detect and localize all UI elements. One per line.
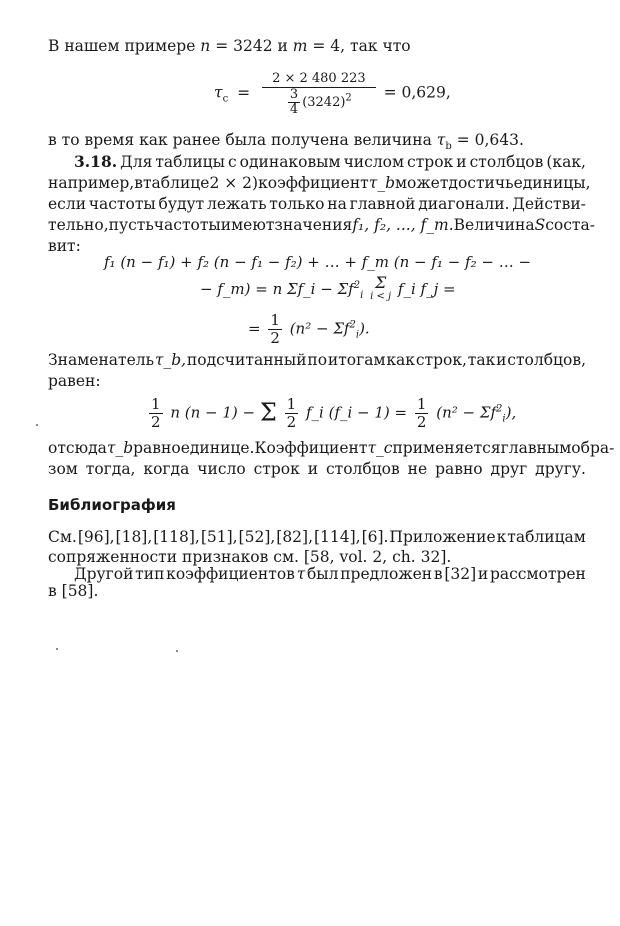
word: τ_b (106, 439, 134, 457)
sum-under-group: Σ i < j (370, 273, 392, 302)
word: тип (135, 565, 165, 583)
para-318-line-1 (74, 152, 586, 172)
word: и (456, 153, 467, 171)
fraction-numerator: 2 × 2 480 223 (262, 70, 376, 88)
eq-fragment: − f_m) = n Σf_i − Σf (200, 280, 354, 298)
word: предложен (340, 565, 433, 583)
word: таблицы (155, 153, 225, 171)
text-fragment: в то время как ранее была получена величина (48, 131, 437, 149)
word: одинаковым (239, 153, 341, 171)
word: подсчитанный (186, 351, 307, 369)
tau-b-line (48, 130, 586, 153)
word: итогам (327, 351, 386, 369)
fraction-denominator: 2 (151, 413, 161, 431)
exponent: 2 (345, 92, 352, 104)
word: может (395, 174, 449, 192)
inner-denominator: 4 (289, 102, 299, 117)
word: если (48, 195, 87, 213)
word: например, (48, 174, 135, 192)
bibliography-p1-line-1 (48, 527, 586, 547)
equation-tau-c: $\tau_c$ = 2 × 2 480 223 $\frac{3}{4}$ $(3242)^2$ = 0,629, (214, 71, 451, 117)
word: пусть (108, 216, 154, 234)
word: только (269, 195, 325, 213)
equation-S-row-1: f₁ (n − f₁) + f₂ (n − f₁ − f₂) + … + f_m (n − f₁ − f₂ − … − (104, 253, 532, 271)
word: тельно, (48, 216, 109, 234)
equation-S-row-3 (248, 312, 370, 347)
para-denom-line-2: равен: (48, 372, 101, 390)
word: был (306, 565, 339, 583)
word: τ_b, (154, 351, 187, 369)
word: единице. (180, 439, 255, 457)
word: таблицам (507, 528, 586, 546)
word: Коэффициент (254, 439, 368, 457)
para-318-line-4 (48, 215, 595, 235)
eq-fragment: (n² − Σf (436, 403, 497, 422)
word: другу. (535, 460, 586, 478)
fraction-denominator: 2 (416, 413, 427, 431)
word: как (386, 351, 415, 369)
para-denom-line-1 (48, 350, 586, 370)
text-fragment: В нашем примере (48, 37, 201, 55)
word: коэффициент (258, 174, 369, 192)
intro-line (48, 36, 586, 56)
word: [96], (77, 528, 115, 546)
word: [52], (238, 528, 276, 546)
word: S (534, 216, 546, 234)
text-fragment: = 3242 и (210, 37, 293, 55)
subscript: c (222, 93, 229, 105)
eq-fragment: f_i (f_i − 1) = (305, 403, 408, 422)
subscript: i (360, 290, 364, 301)
word: отсюда (48, 439, 107, 457)
scan-speck (36, 424, 38, 426)
word: частоты (153, 216, 221, 234)
denominator-rest: (3242) (302, 95, 346, 110)
word: 2 × 2) (209, 174, 259, 192)
eq-fragment: ), (505, 403, 517, 422)
word: f₁, f₂, ..., f_m. (352, 216, 454, 234)
scan-speck (176, 650, 178, 652)
word: когда (143, 460, 190, 478)
word: τ_b (368, 174, 395, 192)
word: в (433, 565, 443, 583)
word: применяется (392, 439, 501, 457)
para-end-line-1 (48, 438, 615, 458)
word: коэффициентов (166, 565, 295, 583)
word: имеют (220, 216, 275, 234)
word: друг (490, 460, 528, 478)
word: диагонали. (418, 195, 510, 213)
tau-symbol: τ (214, 83, 223, 102)
word: по (307, 351, 328, 369)
word: рассмотрен (489, 565, 586, 583)
eq-fragment: n (n − 1) − (170, 403, 256, 422)
word: Действи- (512, 195, 586, 213)
text-fragment: = 0,643. (451, 131, 524, 149)
word: [118], (153, 528, 200, 546)
eq-fragment: ). (359, 319, 370, 338)
word: частоты (88, 195, 156, 213)
word: к (496, 528, 507, 546)
word: [82], (276, 528, 314, 546)
word: столбцов (325, 460, 400, 478)
word: Знаменатель (48, 351, 155, 369)
exponent: 2 (353, 280, 361, 291)
bibliography-heading: Библиография (48, 496, 176, 514)
word: соста- (545, 216, 595, 234)
word: [32] (444, 565, 477, 583)
para-318-line-5: вит: (48, 237, 81, 255)
fraction-denominator (284, 88, 354, 117)
var-m: m (292, 37, 308, 55)
word: строк (407, 153, 454, 171)
word: обра- (571, 439, 615, 457)
para-end-line-2 (48, 459, 586, 479)
bibliography-p2-line-2: в [58]. (48, 582, 99, 600)
eq-fragment: = (248, 319, 261, 338)
word: единицы, (513, 174, 591, 192)
inner-fraction (288, 88, 300, 117)
word: и (496, 351, 507, 369)
word: См. (48, 528, 77, 546)
word: таблице (142, 174, 210, 192)
word: [18], (115, 528, 153, 546)
word: главным (500, 439, 572, 457)
word: в (134, 174, 143, 192)
main-fraction (262, 70, 376, 117)
word: так (467, 351, 496, 369)
fraction-3 (415, 396, 429, 431)
word: достичь (448, 174, 514, 192)
word: с (227, 153, 237, 171)
fraction-denominator: 2 (270, 329, 280, 347)
equation-S-row-2 (200, 273, 456, 304)
word: (как, (546, 153, 586, 171)
word: строк, (415, 351, 467, 369)
word: и (477, 565, 489, 583)
sum-sign: Σ (259, 398, 277, 427)
word: число (197, 460, 246, 478)
var-n: n (200, 37, 211, 55)
word: [114], (313, 528, 361, 546)
word: лежать (206, 195, 267, 213)
word: равно (133, 439, 181, 457)
fraction-numerator: 1 (416, 395, 427, 413)
word: Другой (74, 565, 134, 583)
tau-symbol: τ (436, 131, 446, 149)
para-318-line-3 (48, 194, 586, 214)
word: строк (253, 460, 300, 478)
word: тогда, (85, 460, 136, 478)
equation-denominator (146, 396, 516, 431)
eq-fragment: (n² − Σf (289, 319, 350, 338)
inner-numerator: 3 (289, 87, 299, 102)
word: значения (274, 216, 353, 234)
sum-under-text: i < j (370, 291, 392, 302)
fraction-2 (285, 396, 299, 431)
word: τ_c (367, 439, 393, 457)
word: столбцов (469, 153, 544, 171)
word: Для (120, 153, 153, 171)
word: равно (435, 460, 483, 478)
text-fragment: = 4, так что (307, 37, 411, 55)
fraction-denominator: 2 (286, 413, 297, 431)
fraction-numerator: 1 (270, 311, 280, 329)
word: числом (343, 153, 405, 171)
equation-result: = 0,629, (383, 83, 451, 102)
subscript: b (445, 141, 452, 153)
word: [51], (200, 528, 238, 546)
eq-fragment: f_i f_j = (397, 280, 456, 298)
word: Величина (453, 216, 535, 234)
subscript: i (502, 413, 506, 425)
word: и (307, 460, 319, 478)
word: Приложение (389, 528, 496, 546)
exponent: 2 (496, 403, 503, 415)
bibliography-p1-line-2: сопряженности признаков см. [58, vol. 2, ch. 32]. (48, 548, 452, 566)
fraction-1 (149, 396, 163, 431)
word: 3.18. (74, 152, 118, 171)
subscript: i (355, 329, 360, 341)
word: на (327, 195, 347, 213)
para-318-line-2 (48, 173, 591, 193)
word: главной (349, 195, 416, 213)
half-fraction (268, 312, 282, 347)
fraction-numerator: 1 (151, 395, 161, 413)
word: зом (48, 460, 78, 478)
scan-speck (56, 648, 58, 650)
fraction-numerator: 1 (286, 395, 297, 413)
word: не (407, 460, 428, 478)
exponent: 2 (349, 319, 356, 331)
word: [6]. (361, 528, 389, 546)
word: τ (296, 565, 306, 583)
word: столбцов, (507, 351, 586, 369)
word: будут (158, 195, 205, 213)
